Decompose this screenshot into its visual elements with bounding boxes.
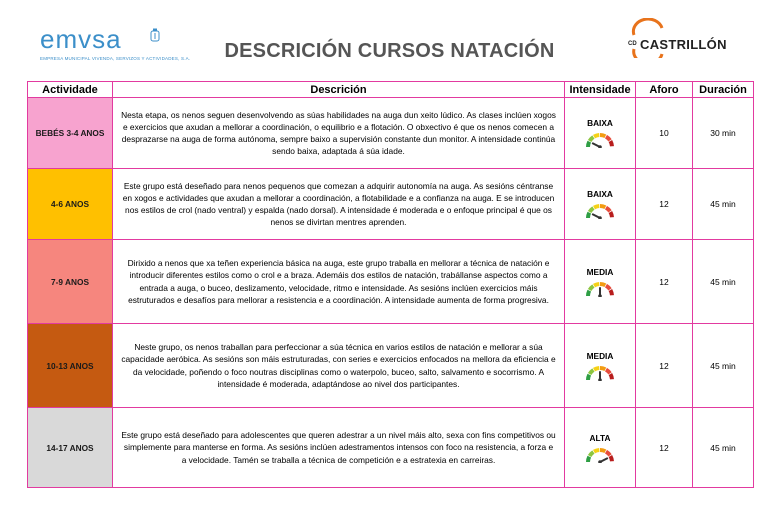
activity-cell: 4-6 ANOS xyxy=(28,169,113,240)
gauge-segment xyxy=(590,285,594,289)
gauge-segment xyxy=(606,137,610,141)
gauge-segment xyxy=(588,142,589,147)
gauge-segment xyxy=(590,137,594,141)
intensity-gauge-icon xyxy=(584,446,616,463)
intensity-gauge-icon xyxy=(584,280,616,297)
gauge-segment xyxy=(610,456,612,461)
castrillon-logo-wordmark: CASTRILLÓN xyxy=(640,37,727,52)
activity-cell: 10-13 ANOS xyxy=(28,324,113,408)
castrillon-logo xyxy=(626,18,736,58)
gauge-segment xyxy=(610,374,612,379)
gauge-segment xyxy=(600,206,605,207)
header-activity: Actividade xyxy=(28,82,113,98)
gauge-hub xyxy=(598,378,602,381)
intensity-gauge-icon xyxy=(584,202,616,219)
table-header-row xyxy=(28,82,754,98)
description-cell: Nesta etapa, os nenos seguen desenvolvendo as súas habilidades na auga dun xeito lúdico. As clases inclúen xogos e exercicios que axudan a mellorar a coordinación, o equilibrio e a flotación. O obxectivo é que os nenos comecen a desprazarse na auga de forma autónoma, sempre baixo a supervisión constante dun monitor. A intensidade continúa sendo baixa, adaptada á súa idade. xyxy=(113,98,565,169)
intensity-label: BAIXA xyxy=(587,118,613,128)
gauge-segment xyxy=(594,284,599,286)
description-cell: Este grupo está deseñado para nenos pequenos que comezan a adquirir autonomía na auga. As sesións céntranse en xogos e actividades que axudan a mellorar a coordinación, a flotabilidade e a confianza na auga. E se introducen nos estilos de crol (nado ventral) y espalda (nado dorsal). A intensidade é moderada e o enfoque principal é que os nenos se divirtan mentres aprenden. xyxy=(113,169,565,240)
duration-cell: 45 min xyxy=(693,169,754,240)
gauge-segment xyxy=(594,135,599,137)
gauge-segment xyxy=(588,374,589,379)
gauge-segment xyxy=(606,208,610,212)
gauge-segment xyxy=(594,450,599,452)
gauge-segment xyxy=(610,141,612,146)
gauge-segment xyxy=(588,456,589,461)
intensity-cell xyxy=(565,408,636,488)
intensity-label: MEDIA xyxy=(586,350,614,361)
gauge-segment xyxy=(600,284,605,285)
castrillon-logo-prefix: CD xyxy=(628,41,637,47)
gauge-segment xyxy=(588,213,589,218)
gauge-segment xyxy=(588,290,589,295)
gauge-segment xyxy=(600,135,605,136)
intensity-gauge-icon xyxy=(584,131,616,148)
gauge-segment xyxy=(590,451,594,455)
table-row xyxy=(28,408,754,488)
duration-cell: 45 min xyxy=(693,240,754,324)
intensity-cell xyxy=(565,169,636,240)
description-cell: Este grupo está deseñado para adolescentes que queren adestrar a un nivel máis alto, sexa con fins competitivos ou simplemente para manterse en forma. As sesións inclúen adestramentos intensos con foco na resistencia, a forza e a velocidade. Tamén se traballa a técnica de competición e a estratexia en carreiras. xyxy=(113,408,565,488)
capacity-cell: 12 xyxy=(636,408,693,488)
gauge-segment xyxy=(590,369,594,373)
header-intensity: Intensidade xyxy=(565,82,636,98)
capacity-cell: 10 xyxy=(636,98,693,169)
gauge-segment xyxy=(594,368,599,370)
gauge-segment xyxy=(600,450,605,451)
intensity-cell xyxy=(565,240,636,324)
activity-cell: 7-9 ANOS xyxy=(28,240,113,324)
header-capacity: Aforo xyxy=(636,82,693,98)
description-cell: Neste grupo, os nenos traballan para perfeccionar a súa técnica en varios estilos de natación e mellorar a súa capacidade aeróbica. As sesións son máis estruturadas, con series e exercicios enfocados na mellora da eficiencia e da velocidade, poñendo o foco noutras disciplinas como o waterpolo, buceo, salto, salvamento e socorrismo. A intensidade é moderada, adaptándose ao nivel dos participantes. xyxy=(113,324,565,408)
intensity-gauge-icon xyxy=(584,364,616,381)
duration-cell: 30 min xyxy=(693,98,754,169)
table-row xyxy=(28,324,754,408)
capacity-cell: 12 xyxy=(636,240,693,324)
activity-cell: BEBÉS 3-4 ANOS xyxy=(28,98,113,169)
gauge-segment xyxy=(594,206,599,208)
gauge-segment xyxy=(606,451,610,455)
activity-cell: 14-17 ANOS xyxy=(28,408,113,488)
table-row xyxy=(28,169,754,240)
description-cell: Dirixido a nenos que xa teñen experiencia básica na auga, este grupo traballa en mellorar a técnica de natación e introducir diferentes estilos como o crol e a braza. Ademáis dos estilos de natación, trabállanse aspectos como a entrada a auga, o buceo, deslizamento, velocidade, ritmo e intensidade. As sesións inclúen exercicios máis estruturados e desafíos para mellorar a resistencia e a coordinación. A intensidade aumenta de forma progresiva. xyxy=(113,240,565,324)
emvsa-logo-subtitle: EMPRESA MUNICIPAL VIVENDA, SERVIZOS Y ACTIVIDADES, S.A. xyxy=(40,56,191,61)
gauge-segment xyxy=(606,369,610,373)
capacity-cell: 12 xyxy=(636,169,693,240)
table-row xyxy=(28,240,754,324)
table-row xyxy=(28,98,754,169)
gauge-segment xyxy=(600,368,605,369)
header-duration: Duración xyxy=(693,82,754,98)
intensity-cell xyxy=(565,98,636,169)
gauge-segment xyxy=(606,285,610,289)
intensity-cell xyxy=(565,324,636,408)
gauge-segment xyxy=(590,208,594,212)
intensity-label: BAIXA xyxy=(587,189,613,199)
capacity-cell: 12 xyxy=(636,324,693,408)
courses-table xyxy=(27,81,754,488)
page-title: DESCRICIÓN CURSOS NATACIÓN xyxy=(224,40,555,62)
gauge-segment xyxy=(610,290,612,295)
emvsa-logo-wordmark: emvsa xyxy=(40,24,122,54)
gauge-hub xyxy=(598,294,602,297)
gauge-segment xyxy=(610,212,612,217)
duration-cell: 45 min xyxy=(693,408,754,488)
duration-cell: 45 min xyxy=(693,324,754,408)
intensity-label: MEDIA xyxy=(586,266,614,277)
intensity-label: ALTA xyxy=(589,432,611,443)
header-description: Descrición xyxy=(113,82,565,98)
